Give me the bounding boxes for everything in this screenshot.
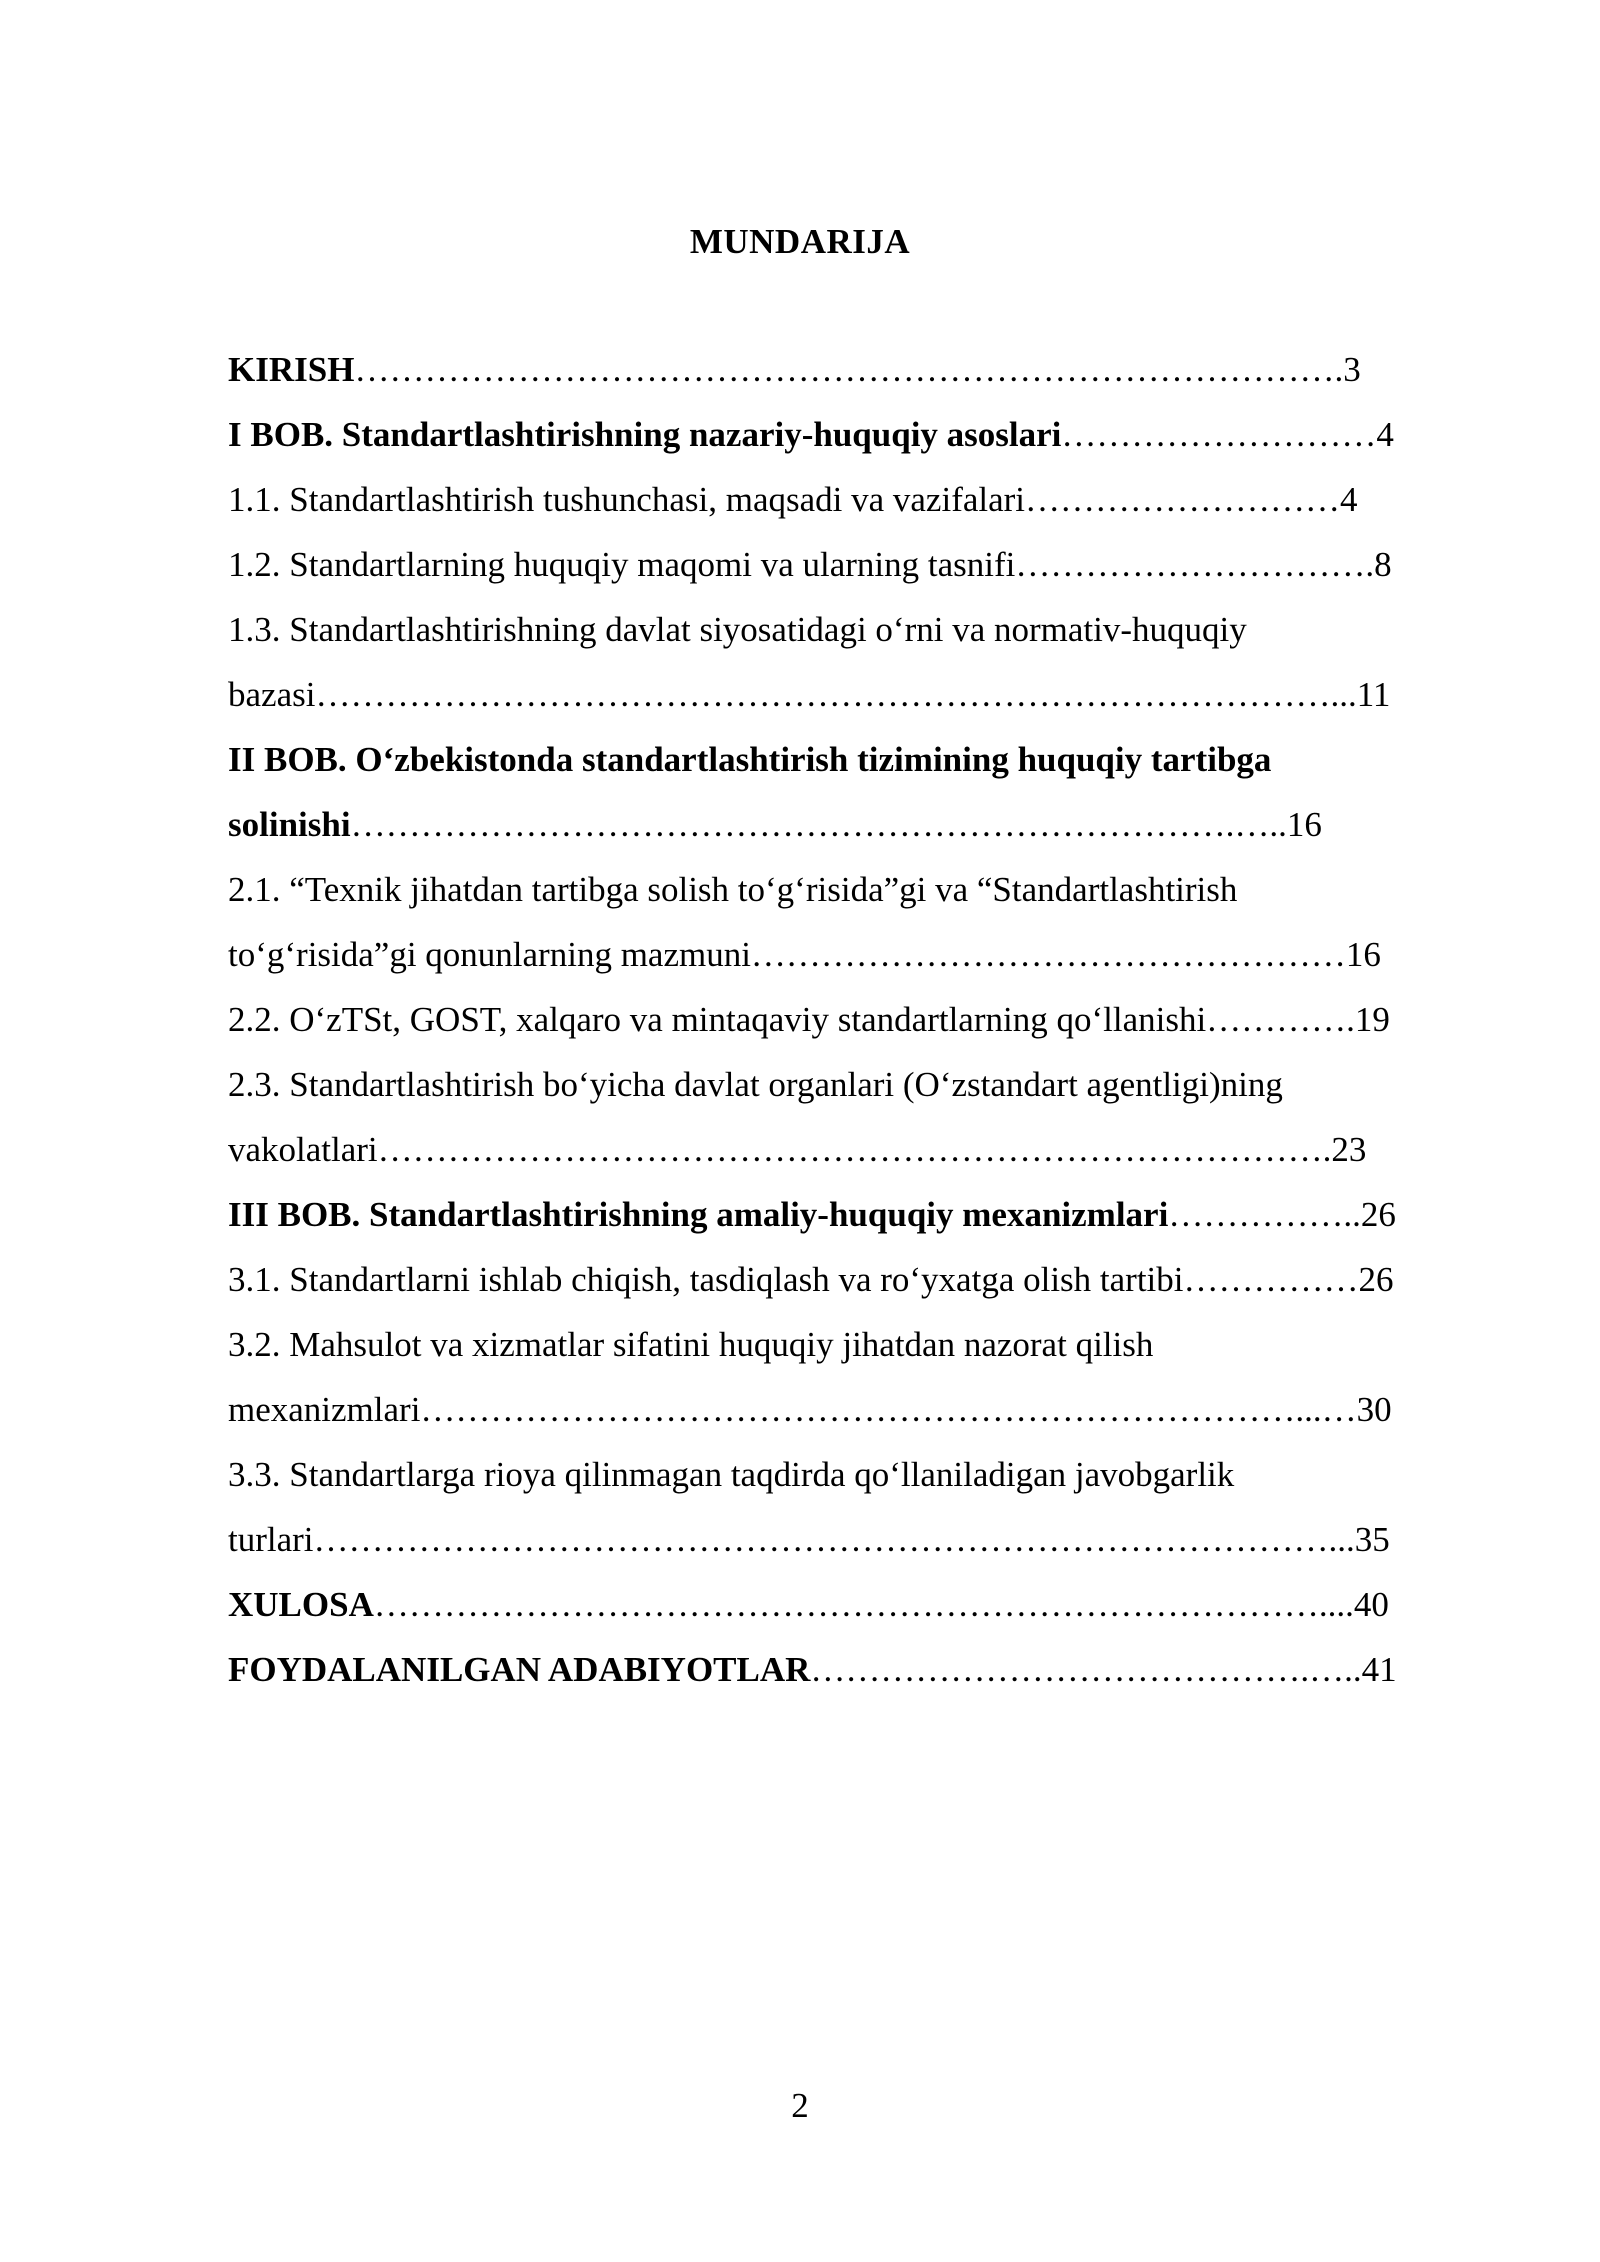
toc-line-bibliography <box>228 1645 1481 1710</box>
toc-line-3-3-cont <box>228 1515 1481 1580</box>
toc-line-3-2-cont <box>228 1385 1481 1450</box>
toc-line-3-1 <box>228 1255 1481 1320</box>
toc-entry: 2.2. O‘zTSt, GOST, xalqaro va mintaqaviy standartlarning qo‘llanishi………….19 <box>228 1000 1390 1039</box>
toc-line-1-2 <box>228 540 1481 605</box>
page-number: 2 <box>791 2086 809 2125</box>
toc-title: MUNDARIJA <box>689 222 911 261</box>
table-of-contents <box>228 345 1481 1710</box>
toc-leader: ………………………………………………………………………….3 <box>354 350 1361 389</box>
toc-line-2-3 <box>228 1060 1481 1125</box>
toc-line-chapter-2-cont <box>228 800 1481 865</box>
toc-leader: ………………………4 <box>1061 415 1394 454</box>
toc-line-2-3-cont <box>228 1125 1481 1190</box>
toc-entry: 3.3. Standartlarga rioya qilinmagan taqdirda qo‘llaniladigan javobgarlik <box>228 1455 1235 1494</box>
toc-line-kirish <box>228 345 1481 410</box>
toc-leader: ………………………………………………………………………....40 <box>373 1585 1389 1624</box>
toc-leader: ……………..26 <box>1168 1195 1396 1234</box>
toc-entry: 1.3. Standartlashtirishning davlat siyosatidagi o‘rni va normativ-huquqiy <box>228 610 1247 649</box>
toc-line-chapter-3 <box>228 1190 1481 1255</box>
toc-line-2-1 <box>228 865 1481 930</box>
toc-line-1-1 <box>228 475 1481 540</box>
toc-entry: vakolatlari……………………………………………………………………….23 <box>228 1130 1367 1169</box>
toc-line-1-3 <box>228 605 1481 670</box>
toc-heading: I BOB. Standartlashtirishning nazariy-huquqiy asoslari <box>228 415 1062 454</box>
toc-entry: 2.3. Standartlashtirish bo‘yicha davlat organlari (O‘zstandart agentligi)ning <box>228 1065 1283 1104</box>
toc-entry: 1.2. Standartlarning huquqiy maqomi va ularning tasnifi………………………….8 <box>228 545 1392 584</box>
toc-leader: …………………………………….…..41 <box>810 1650 1397 1689</box>
toc-entry: 3.1. Standartlarni ishlab chiqish, tasdiqlash va ro‘yxatga olish tartibi……………26 <box>228 1260 1394 1299</box>
toc-line-2-1-cont <box>228 930 1481 995</box>
toc-heading: III BOB. Standartlashtirishning amaliy-huquqiy mexanizmlari <box>228 1195 1169 1234</box>
toc-line-chapter-1 <box>228 410 1481 475</box>
toc-line-1-3-cont <box>228 670 1481 735</box>
toc-entry: 2.1. “Texnik jihatdan tartibga solish to‘g‘risida”gi va “Standartlashtirish <box>228 870 1238 909</box>
toc-line-3-3 <box>228 1450 1481 1515</box>
toc-leader: ………………………………………………………………….…..16 <box>350 805 1322 844</box>
toc-entry: 3.2. Mahsulot va xizmatlar sifatini huquqiy jihatdan nazorat qilish <box>228 1325 1154 1364</box>
toc-entry: mexanizmlari…………………………………………………………………...…30 <box>228 1390 1392 1429</box>
toc-line-xulosa <box>228 1580 1481 1645</box>
toc-entry: 1.1. Standartlashtirish tushunchasi, maqsadi va vazifalari………………………4 <box>228 480 1358 519</box>
toc-entry: bazasi……………………………………………………………………………...11 <box>228 675 1391 714</box>
toc-line-3-2 <box>228 1320 1481 1385</box>
toc-heading: XULOSA <box>228 1585 374 1624</box>
toc-line-2-2 <box>228 995 1481 1060</box>
toc-heading: solinishi <box>228 805 351 844</box>
toc-line-chapter-2 <box>228 735 1481 800</box>
toc-heading: II BOB. O‘zbekistonda standartlashtirish tizimining huquqiy tartibga <box>228 740 1272 779</box>
toc-entry: turlari……………………………………………………………………………...35 <box>228 1520 1390 1559</box>
toc-heading: FOYDALANILGAN ADABIYOTLAR <box>228 1650 811 1689</box>
toc-entry: to‘g‘risida”gi qonunlarning mazmuni……………………………………………16 <box>228 935 1381 974</box>
toc-heading: KIRISH <box>228 350 355 389</box>
